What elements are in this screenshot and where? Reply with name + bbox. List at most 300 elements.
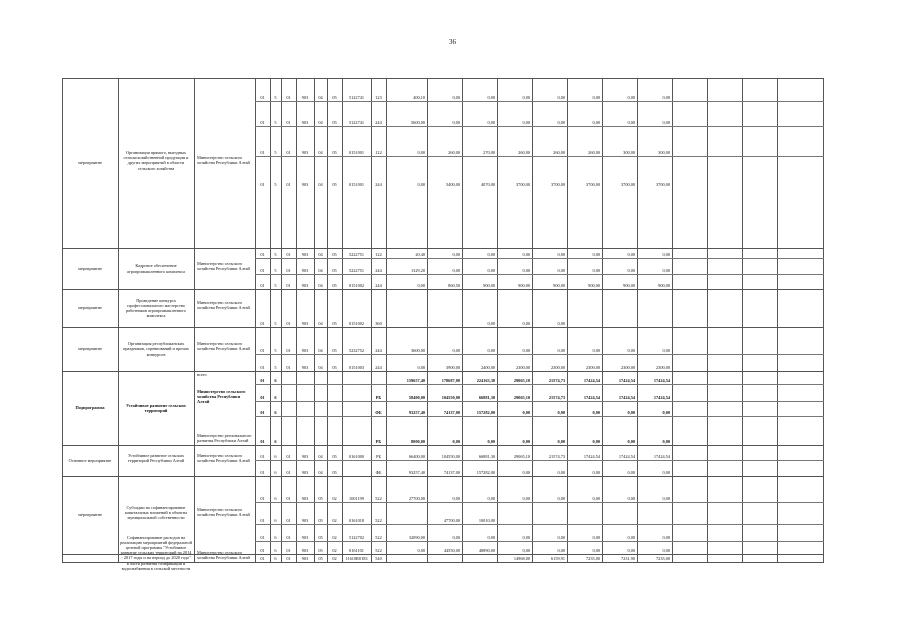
row-name: Проведение конкурса профессионального мастерства работников агропромышленного комплекса [126,297,186,319]
row-executor: всего [197,372,207,377]
value-cell: 58400,00 [408,395,425,400]
value-cell: 0,00 [557,321,565,326]
value-cell: 0,00 [522,410,530,415]
value-cell: 0,00 [627,548,635,553]
value-cell: 6159,91 [551,556,565,561]
value-cell: 66400,00 [408,454,425,459]
value-cell: 0,00 [452,439,460,444]
value-cell: 66881,30 [478,454,495,459]
code-cell: 6 [274,410,277,415]
value-cell: 0,00 [557,535,565,540]
code-cell: 903 [301,365,309,370]
code-cell: 01 [286,470,291,475]
value-cell: 0,00 [662,252,670,257]
code-cell: 01 [286,556,291,561]
code-cell: 6 [274,556,277,561]
code-cell: 5 [274,365,277,370]
code-cell: 6 [274,518,277,523]
code-cell: 903 [301,120,309,125]
code-cell: 01 [260,268,265,273]
value-cell: 17424,54 [653,395,670,400]
row-line [255,401,824,402]
code-cell: 01 [260,496,265,501]
row-line [62,371,824,372]
code-cell: 903 [301,150,309,155]
code-cell: 05 [332,182,337,187]
code-cell: 522 [375,496,382,501]
value-cell: 0,00 [452,120,460,125]
code-cell: 903 [301,518,309,523]
code-cell: 05 [318,518,323,523]
code-cell: 244 [375,268,382,273]
value-cell: 0,00 [662,548,670,553]
code-cell: 01 [286,496,291,501]
value-cell: 260,00 [448,150,460,155]
code-cell: 01 [260,348,265,353]
value-cell: 0,00 [452,496,460,501]
code-cell: 903 [301,268,309,273]
code-cell: 903 [301,348,309,353]
value-cell: 0,00 [662,95,670,100]
value-cell: 0,00 [487,120,495,125]
code-cell: 01 [260,454,265,459]
code-cell: 6 [274,470,277,475]
code-cell: 244 [375,182,382,187]
value-cell: 0,00 [557,95,565,100]
code-cell: 05 [332,365,337,370]
row-name: Организация прямого, выездных сельскохозяйственной продукции и других мероприятий в области сельского хозяйства [123,150,189,171]
row-line [255,416,824,417]
value-cell: 29065,10 [513,378,530,383]
value-cell: 0,00 [557,252,565,257]
value-cell: 0,00 [522,548,530,553]
value-cell: 5400,00 [446,182,460,187]
code-cell: 5 [274,182,277,187]
row-type: мероприятие [78,265,102,271]
value-cell: 0,00 [487,535,495,540]
code-cell: 01 [260,470,265,475]
page-number: 36 [449,38,456,46]
code-cell: 05 [332,321,337,326]
code-cell: 01 [286,95,291,100]
value-cell: 0,00 [662,496,670,501]
code-cell: 5232752 [348,348,365,353]
value-cell: 17424,54 [618,395,635,400]
code-cell: 05 [332,150,337,155]
row-line [62,476,824,477]
code-cell: 244 [375,365,382,370]
code-cell: 903 [301,283,309,288]
code-cell: 04 [318,182,323,187]
row-executor: Министерство сельского хозяйства Республики Алтай [197,341,250,352]
value-cell: 0,00 [662,535,670,540]
code-cell: 01 [260,321,265,326]
value-cell: 300,00 [623,150,635,155]
code-cell: 903 [301,535,309,540]
code-cell: 903 [301,182,309,187]
value-cell: 104550,00 [441,395,460,400]
value-cell: 0,00 [627,252,635,257]
row-line [255,354,824,355]
value-cell: 14968,00 [513,556,530,561]
code-cell: 360 [375,321,382,326]
value-cell: 900,00 [483,283,495,288]
value-cell: 0,00 [627,535,635,540]
row-line [255,258,824,259]
row-line [62,78,824,79]
code-cell: 522 [375,548,382,553]
value-cell: 93257,40 [408,410,425,415]
value-cell: 2400,00 [481,365,495,370]
value-cell: 0,00 [592,496,600,501]
value-cell: 0,00 [452,535,460,540]
value-cell: 10010,00 [478,518,495,523]
code-cell: 02 [332,548,337,553]
code-cell: 01 [260,548,265,553]
value-cell: 900,00 [518,283,530,288]
row-name: Устойчивое развитие сельских территорий [126,402,186,413]
row-executor: Министерство сельского хозяйства Республики Алтай [197,260,250,271]
value-cell: 17424,54 [653,378,670,383]
row-type: Подпрограмма [75,405,105,410]
value-cell: 17424,54 [583,395,600,400]
value-cell: 400,10 [413,95,425,100]
code-cell: 05 [332,454,337,459]
value-cell: 3600,00 [411,348,425,353]
code-cell: 02 [332,518,337,523]
code-cell: 6 [274,496,277,501]
row-line [62,445,824,446]
value-cell: 159657,40 [406,378,425,383]
row-line [255,384,824,385]
code-cell: 5 [274,321,277,326]
row-name: Устойчивое развитие сельских территорий Республики Алтай [127,452,185,463]
code-cell: 01 [260,556,265,561]
row-type: мероприятие [78,346,102,351]
value-cell: 3700,00 [516,182,530,187]
value-cell: 0,00 [417,150,425,155]
value-cell: 0,00 [662,120,670,125]
code-cell: 05 [318,535,323,540]
code-cell: 522 [375,535,382,540]
code-cell: 05 [332,120,337,125]
code-cell: 04 [318,365,323,370]
value-cell: 0,00 [417,182,425,187]
value-cell: 3700,00 [656,182,670,187]
value-cell: 0,00 [417,365,425,370]
code-cell: 903 [301,252,309,257]
row-line [255,524,824,525]
value-cell: 300,00 [658,150,670,155]
code-cell: 04 [318,95,323,100]
value-cell: 0,00 [627,95,635,100]
value-cell: 0,00 [417,548,425,553]
column-line [742,78,743,562]
code-cell: 01 [286,518,291,523]
value-cell: 104550,00 [441,454,460,459]
value-cell: 0,00 [627,470,635,475]
value-cell: 0,00 [452,95,460,100]
value-cell: 2300,00 [551,365,565,370]
code-cell: 540 [375,556,382,561]
code-cell: 01 [286,321,291,326]
row-executor: Министерство сельского хозяйства Республики Алтай [197,300,250,311]
row-line [62,248,824,249]
code-cell: 5 [274,150,277,155]
code-cell: 05 [332,268,337,273]
code-cell: 5 [274,348,277,353]
value-cell: 3700,00 [586,182,600,187]
value-cell: 0,00 [592,120,600,125]
value-cell: 0,00 [627,268,635,273]
row-name: Организация республиканских праздников, соревнований и прочих конкурсов [123,341,189,357]
code-cell: 01 [260,283,265,288]
code-cell: 903 [301,556,309,561]
code-cell: 0161000 [348,454,365,459]
value-cell: 74137,00 [443,470,460,475]
value-cell: 0,00 [522,470,530,475]
code-cell: 02 [332,556,337,561]
code-cell: 01 [260,410,265,415]
value-cell: 0,00 [487,496,495,501]
value-cell: 260,00 [553,150,565,155]
value-cell: 900,00 [658,283,670,288]
value-cell: 0,00 [487,252,495,257]
code-cell: 05 [332,252,337,257]
code-cell: 244 [375,120,382,125]
code-cell: 01 [260,252,265,257]
value-cell: 0,00 [522,95,530,100]
value-cell: 0,00 [592,410,600,415]
value-cell: 0,00 [662,348,670,353]
value-cell: 1329,20 [411,268,425,273]
value-cell: 3700,00 [551,182,565,187]
code-cell: 5 [274,120,277,125]
value-cell: 900,00 [588,283,600,288]
value-cell: 0,00 [627,120,635,125]
value-cell: 260,00 [518,150,530,155]
value-cell: 0,00 [522,496,530,501]
code-cell: 05 [318,496,323,501]
value-cell: 0,00 [487,348,495,353]
code-cell: 04 [318,150,323,155]
code-cell: 04 [318,470,323,475]
code-cell: 903 [301,496,309,501]
code-cell: 5122741 [348,120,365,125]
code-cell: 0161018 [348,518,365,523]
value-cell: 0,00 [522,252,530,257]
code-cell: 04 [318,348,323,353]
row-name: Субсидии на софинансирование капитальных вложений в объекты муниципальной собственности [124,504,188,520]
row-line [62,327,824,328]
value-cell: 0,00 [557,548,565,553]
value-cell: 0,00 [592,252,600,257]
value-cell: 0,00 [557,470,565,475]
value-cell: 224163,30 [476,378,495,383]
column-line [62,78,63,562]
row-type: мероприятие [78,512,102,517]
code-cell: 01 [286,268,291,273]
value-cell: 0,00 [592,268,600,273]
code-cell: 04 [318,268,323,273]
value-cell: 0,00 [662,410,670,415]
value-cell: 260,00 [588,150,600,155]
value-cell: 7231,90 [621,556,635,561]
value-cell: 0,00 [522,120,530,125]
row-line [255,126,824,127]
value-cell: 29065,10 [513,454,530,459]
value-cell: 0,00 [627,439,635,444]
column-line [118,78,119,562]
value-cell: 44550,00 [443,548,460,553]
value-cell: 7235,00 [656,556,670,561]
row-line [255,502,824,503]
value-cell: 0,00 [452,348,460,353]
value-cell: 0,00 [522,321,530,326]
value-cell: 3900,00 [446,365,460,370]
value-cell: 21574,73 [548,395,565,400]
value-cell: 2300,00 [621,365,635,370]
row-executor: Министерство сельского хозяйства Республики Алтай [197,389,246,405]
code-cell: 6 [274,548,277,553]
code-cell: 0151003 [348,365,365,370]
value-cell: 0,00 [592,535,600,540]
code-cell: 244 [375,283,382,288]
code-cell: 5222751 [348,252,365,257]
value-cell: 2300,00 [656,365,670,370]
value-cell: 3700,00 [621,182,635,187]
code-cell: 1001199 [349,496,364,501]
value-cell: 0,00 [557,120,565,125]
column-line [672,78,673,562]
column-line [777,78,778,562]
code-cell: 122 [375,150,382,155]
value-cell: 47700,00 [443,518,460,523]
code-cell: 05 [332,95,337,100]
value-cell: 17424,54 [583,454,600,459]
value-cell: 900,00 [623,283,635,288]
value-cell: 0,00 [557,439,565,444]
value-cell: 0,00 [627,348,635,353]
code-cell: 0151002 [348,283,365,288]
budget-table [62,78,824,571]
value-cell: 17424,54 [583,378,600,383]
code-cell: 01 [260,439,265,444]
value-cell: 17424,54 [618,378,635,383]
value-cell: 0,00 [487,321,495,326]
code-cell: 04 [318,283,323,288]
value-cell: 0,00 [522,439,530,444]
value-cell: 0,00 [487,95,495,100]
row-type: Основное мероприятие [68,457,112,463]
code-cell: РБ [375,395,382,400]
value-cell: 29065,10 [513,395,530,400]
code-cell: 5 [274,95,277,100]
value-cell: 0,00 [662,439,670,444]
code-cell: 0161101 [349,548,364,553]
code-cell: 01 [260,150,265,155]
value-cell: 20,40 [415,252,425,257]
value-cell: 0,00 [522,268,530,273]
value-cell: 0,00 [592,95,600,100]
code-cell: 02 [332,496,337,501]
value-cell: 74137,00 [443,410,460,415]
code-cell: 01 [260,120,265,125]
row-executor: Министерство сельского хозяйства Республики Алтай [197,452,250,463]
value-cell: 178687,00 [441,378,460,383]
code-cell: 5122741 [348,95,365,100]
code-cell: 903 [301,95,309,100]
code-cell: ФБ [375,470,382,475]
value-cell: 270,00 [483,150,495,155]
code-cell: 903 [301,470,309,475]
code-cell: 903 [301,548,309,553]
code-cell: 5 [274,283,277,288]
code-cell: 6 [274,439,277,444]
row-name: Софинансирование расходов на реализацию мероприятий федеральной целевой программы "Устойчивое развитие сельских территорий на 2014 - 2017 годы и на период до 2020 года" в части развития газификации и водоснабжения в сельской местности [120,534,192,571]
code-cell: 01 [286,252,291,257]
row-type: мероприятие [78,160,102,165]
row-line [255,460,824,461]
value-cell: 0,00 [452,268,460,273]
code-cell: 01 [260,518,265,523]
value-cell: 0,00 [557,496,565,501]
value-cell: 66881,30 [478,395,495,400]
row-line [255,101,824,102]
row-line [62,289,824,290]
value-cell: 0,00 [627,410,635,415]
code-cell: 122 [375,252,382,257]
code-cell: 01 [260,535,265,540]
value-cell: 157282,00 [476,470,495,475]
code-cell: 05 [318,548,323,553]
value-cell: 48890,00 [478,548,495,553]
code-cell: 903 [301,321,309,326]
value-cell: 860,50 [448,283,460,288]
code-cell: 5 [274,268,277,273]
code-cell: 0151001 [348,150,365,155]
code-cell: 04 [318,454,323,459]
code-cell: 01 [260,395,265,400]
value-cell: 27700,00 [408,496,425,501]
value-cell: 2300,00 [516,365,530,370]
value-cell: 157282,00 [476,410,495,415]
code-cell: 522 [375,518,382,523]
row-executor: Министерство сельского хозяйства Республики Алтай [197,550,250,561]
code-cell: РБ [375,439,382,444]
code-cell: 01 [286,348,291,353]
row-type: мероприятие [78,305,102,310]
code-cell: 01 [286,365,291,370]
row-line [255,541,824,542]
code-cell: 903 [301,454,309,459]
value-cell: 0,00 [557,410,565,415]
value-cell: 0,00 [487,439,495,444]
value-cell: 0,00 [592,348,600,353]
value-cell: 2300,00 [586,365,600,370]
value-cell: 0,00 [557,348,565,353]
code-cell: 01 [286,535,291,540]
row-executor: Министерство сельского хозяйства Республики Алтай [197,507,250,518]
value-cell: 8000,00 [411,439,425,444]
value-cell: 0,00 [522,348,530,353]
value-cell: 4070,00 [481,182,495,187]
code-cell: 6 [274,535,277,540]
code-cell: 02 [332,535,337,540]
code-cell: 04 [318,120,323,125]
row-line [255,274,824,275]
code-cell: 6 [274,395,277,400]
